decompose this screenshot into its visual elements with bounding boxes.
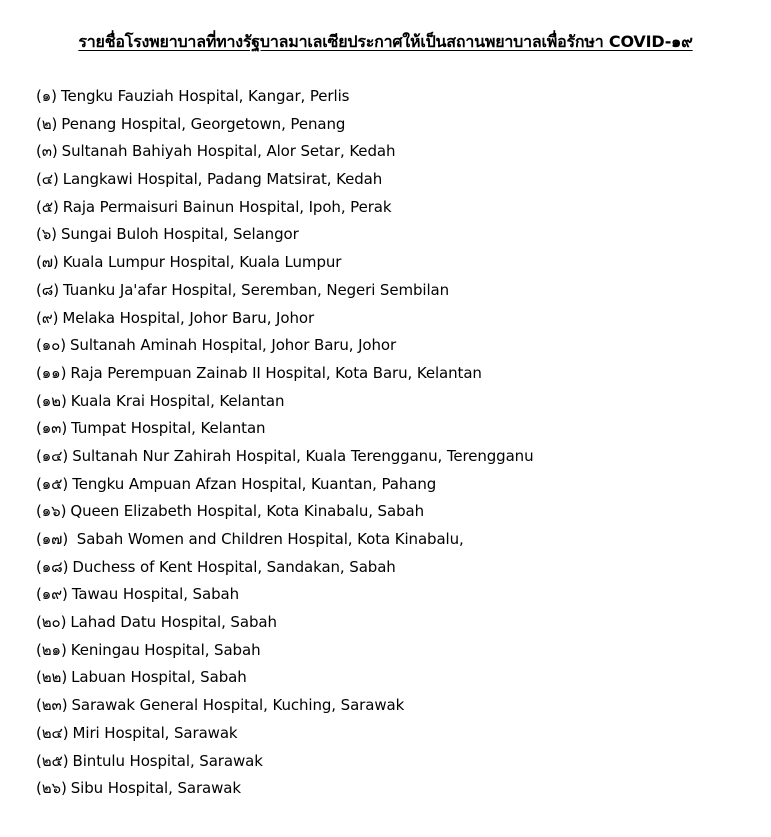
item-number: (๒๑) bbox=[36, 640, 67, 659]
hospital-list bbox=[36, 85, 534, 805]
item-text: Lahad Datu Hospital, Sabah bbox=[70, 613, 277, 632]
item-number: (๑๙) bbox=[36, 585, 68, 604]
list-item bbox=[36, 611, 534, 639]
list-item bbox=[36, 750, 534, 778]
item-number: (๒) bbox=[36, 114, 58, 133]
list-item bbox=[36, 722, 534, 750]
item-number: (๑) bbox=[36, 87, 57, 105]
document-title: รายชื่อโรงพยาบาลที่ทางรัฐบาลมาเลเซียประกาศให้เป็นสถานพยาบาลเพื่อรักษา COVID-๑๙ bbox=[78, 32, 693, 51]
item-text: Langkawi Hospital, Padang Matsirat, Kedah bbox=[62, 170, 383, 189]
item-number: (๒๐) bbox=[36, 613, 67, 632]
list-item bbox=[36, 500, 534, 528]
list-item bbox=[36, 556, 534, 584]
list-item bbox=[36, 390, 534, 418]
item-number: (๑๒) bbox=[36, 391, 67, 410]
item-number: (๒๖) bbox=[36, 779, 67, 798]
item-text: Sarawak General Hospital, Kuching, Sarawak bbox=[71, 696, 405, 715]
item-text: Miri Hospital, Sarawak bbox=[72, 723, 238, 742]
item-text: Sultanah Nur Zahirah Hospital, Kuala Terengganu, Terengganu bbox=[72, 446, 534, 465]
item-number: (๑๓) bbox=[36, 419, 68, 438]
list-item bbox=[36, 777, 534, 805]
item-number: (๙) bbox=[36, 308, 59, 327]
list-item bbox=[36, 334, 534, 362]
item-text: Sultanah Bahiyah Hospital, Alor Setar, Kedah bbox=[61, 142, 396, 161]
item-text: Tumpat Hospital, Kelantan bbox=[71, 419, 266, 438]
list-item bbox=[36, 473, 534, 501]
item-text: Duchess of Kent Hospital, Sandakan, Sabah bbox=[72, 557, 396, 576]
item-text: Sungai Buloh Hospital, Selangor bbox=[60, 225, 299, 244]
item-text: Sultanah Aminah Hospital, Johor Baru, Johor bbox=[69, 336, 397, 355]
list-item bbox=[36, 85, 534, 113]
item-number: (๖) bbox=[36, 225, 57, 244]
item-text: Kuala Krai Hospital, Kelantan bbox=[70, 391, 285, 410]
list-item bbox=[36, 140, 534, 168]
item-text: Bintulu Hospital, Sarawak bbox=[72, 751, 263, 770]
item-number: (๓) bbox=[36, 142, 58, 161]
item-text: Sibu Hospital, Sarawak bbox=[70, 779, 241, 798]
item-text: Queen Elizabeth Hospital, Kota Kinabalu, Sabah bbox=[70, 502, 424, 521]
item-text: Sabah Women and Children Hospital, Kota Kinabalu, bbox=[72, 530, 464, 548]
item-text: Raja Perempuan Zainab II Hospital, Kota Baru, Kelantan bbox=[70, 363, 482, 382]
item-number: (๑๐) bbox=[36, 336, 66, 355]
list-item bbox=[36, 279, 534, 307]
item-text: Tuanku Ja'afar Hospital, Seremban, Negeri Sembilan bbox=[62, 280, 450, 299]
list-item bbox=[36, 362, 534, 390]
item-text: Keningau Hospital, Sabah bbox=[70, 640, 261, 659]
list-item bbox=[36, 528, 534, 556]
item-number: (๑๔) bbox=[36, 446, 69, 465]
list-item bbox=[36, 417, 534, 445]
list-item bbox=[36, 639, 534, 667]
item-text: Melaka Hospital, Johor Baru, Johor bbox=[62, 308, 315, 327]
item-number: (๑๗) bbox=[36, 530, 69, 548]
item-number: (๒๓) bbox=[36, 696, 68, 715]
list-item bbox=[36, 694, 534, 722]
list-item bbox=[36, 196, 534, 224]
item-number: (๗) bbox=[36, 253, 59, 272]
item-number: (๑๑) bbox=[36, 363, 67, 382]
item-text: Tengku Ampuan Afzan Hospital, Kuantan, Pahang bbox=[72, 474, 437, 493]
item-number: (๒๔) bbox=[36, 723, 69, 742]
item-text: Raja Permaisuri Bainun Hospital, Ipoh, Perak bbox=[62, 197, 392, 216]
item-number: (๔) bbox=[36, 170, 59, 189]
item-text: Tawau Hospital, Sabah bbox=[71, 585, 239, 604]
list-item bbox=[36, 113, 534, 141]
list-item bbox=[36, 666, 534, 694]
item-number: (๕) bbox=[36, 197, 59, 216]
list-item bbox=[36, 307, 534, 335]
list-item bbox=[36, 445, 534, 473]
item-text: Kuala Lumpur Hospital, Kuala Lumpur bbox=[62, 253, 342, 272]
item-number: (๒๒) bbox=[36, 668, 68, 687]
item-number: (๑๖) bbox=[36, 502, 67, 521]
list-item bbox=[36, 223, 534, 251]
item-text: Tengku Fauziah Hospital, Kangar, Perlis bbox=[60, 87, 350, 105]
item-text: Penang Hospital, Georgetown, Penang bbox=[61, 114, 346, 133]
item-text: Labuan Hospital, Sabah bbox=[71, 668, 247, 687]
list-item bbox=[36, 583, 534, 611]
item-number: (๑๘) bbox=[36, 557, 69, 576]
item-number: (๒๕) bbox=[36, 751, 69, 770]
list-item bbox=[36, 251, 534, 279]
item-number: (๘) bbox=[36, 280, 59, 299]
list-item bbox=[36, 168, 534, 196]
item-number: (๑๕) bbox=[36, 474, 69, 493]
